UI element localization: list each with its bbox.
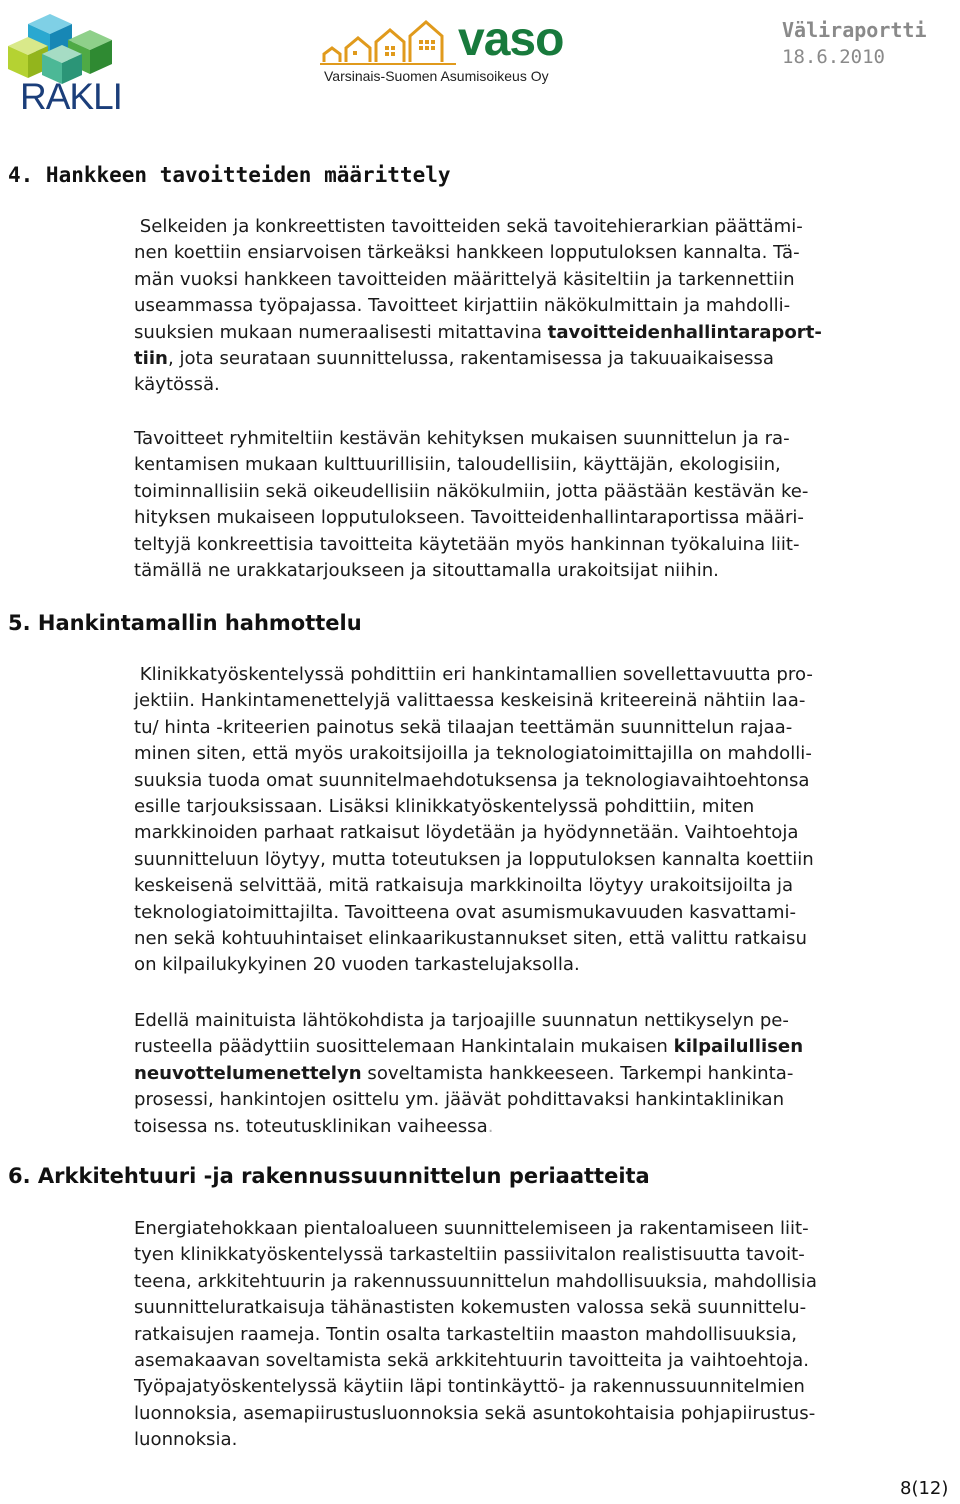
section-heading-4: 4. Hankkeen tavoitteiden määrittely [8, 163, 451, 187]
text-line [134, 900, 814, 926]
text-line [134, 1295, 817, 1321]
text-run: Edellä mainituista lähtökohdista ja tarjoajille suunnatun nettikyselyn pe- [134, 1010, 789, 1031]
rakli-logo [6, 6, 136, 118]
text-line [134, 1322, 817, 1348]
text-run: soveltamista hankkeeseen. Tarkempi hankinta- [361, 1062, 794, 1084]
report-date: 18.6.2010 [782, 46, 885, 68]
text-run: toiminnallisiin sekä oikeudellisiin näkökulmiin, jotta päästään kestävän ke- [134, 480, 809, 502]
text-line [134, 1427, 817, 1453]
text-line [134, 1034, 803, 1060]
paragraph [134, 1008, 803, 1140]
page-header [0, 0, 960, 120]
text-line [134, 820, 814, 846]
text-line [134, 452, 808, 478]
text-line [134, 741, 814, 767]
text-line [134, 293, 822, 319]
text-line [134, 1242, 817, 1268]
text-line [134, 688, 814, 714]
text-run: kentamisen mukaan kulttuurillisiin, taloudellisiin, käyttäjän, ekologisiin, [134, 454, 781, 476]
vaso-logo-text: vaso [458, 13, 564, 66]
text-line [134, 320, 822, 346]
text-line [134, 847, 814, 873]
text-line [134, 1216, 817, 1242]
text-line [134, 1008, 803, 1034]
text-line [134, 426, 808, 452]
text-run: Työpajatyöskentelyssä käytiin läpi tontinkäyttö- ja rakennussuunnitelmien [134, 1376, 805, 1398]
text-line [134, 662, 814, 688]
text-run: minen siten, että myös urakoitsijoilla ja teknologiatoimittajilla on mahdolli- [134, 743, 812, 765]
paragraph [134, 426, 808, 584]
text-run: hityksen mukaiseen lopputulokseen. Tavoitteidenhallintaraportissa määri- [134, 507, 804, 529]
text-run: ratkaisujen raameja. Tontin osalta tarkasteltiin maaston mahdollisuuksia, [134, 1323, 798, 1345]
text-line [134, 952, 814, 978]
bold-text: tavoitteidenhallintaraport- [547, 321, 822, 343]
paragraph [134, 662, 814, 979]
text-run: suunnitteluun löytyy, mutta toteutuksen ja lopputuloksen kannalta koettiin [134, 848, 814, 870]
text-line [134, 558, 808, 584]
text-line [134, 1374, 817, 1400]
paragraph [134, 214, 822, 399]
text-run: tu/ hinta -kriteerien painotus sekä tilaajan teettämän suunnittelun rajaa- [134, 716, 793, 738]
text-run: , jota seurataan suunnittelussa, rakentamisessa ja takuuaikaisessa [167, 348, 774, 370]
text-run: suuksien mukaan numeraalisesti mitattavina [134, 321, 548, 343]
text-run: on kilpailukykyinen 20 vuoden tarkastelujaksolla. [134, 954, 580, 976]
rakli-logo-text: RAKLI [20, 76, 122, 117]
text-run: nen koettiin ensiarvoisen tärkeäksi hankkeen lopputuloksen kannalta. Tä- [134, 242, 800, 264]
text-run: luonnoksia. [134, 1429, 238, 1451]
text-run: . [487, 1115, 494, 1137]
text-run: tämällä ne urakkatarjoukseen ja sitouttamalla urakoitsijat niihin. [134, 560, 719, 582]
rakli-cubes-icon [6, 6, 136, 86]
text-line [134, 1401, 817, 1427]
text-line [134, 926, 814, 952]
text-line [134, 1269, 817, 1295]
text-run: luonnoksia, asemapiirustusluonnoksia sekä asuntokohtaisia pohjapiirustus- [134, 1402, 816, 1424]
text-line [134, 1348, 817, 1374]
text-line [134, 479, 808, 505]
text-run: Klinikkatyöskentelyssä pohdittiin eri hankintamallien sovellettavuutta pro- [134, 664, 813, 685]
text-run: rusteella päädyttiin suosittelemaan Hankintalain mukaisen [134, 1036, 674, 1058]
text-line [134, 214, 822, 240]
report-title: Väliraportti [782, 18, 927, 42]
text-line [134, 1087, 803, 1113]
text-run: jektiin. Hankintamenettelyjä valittaessa keskeisinä kriteereinä nähtiin laa- [134, 690, 806, 712]
bold-text: tiin [134, 348, 168, 370]
vaso-logo-subtitle: Varsinais-Suomen Asumisoikeus Oy [324, 68, 549, 84]
text-line [134, 1061, 803, 1087]
text-run: Selkeiden ja konkreettisten tavoitteiden sekä tavoitehierarkian päättämi- [134, 216, 803, 237]
text-line [134, 346, 822, 372]
text-line [134, 768, 814, 794]
text-run: toisessa ns. toteutusklinikan vaiheessa [134, 1115, 488, 1137]
text-line [134, 240, 822, 266]
text-run: keskeisenä selvittää, mitä ratkaisuja markkinoilta löytyy urakoitsijoilta ja [134, 875, 794, 897]
houses-icon [320, 18, 460, 66]
paragraph [134, 1216, 817, 1454]
text-run: asemakaavan soveltamista sekä arkkitehtuurin tavoitteita ja vaihtoehtoja. [134, 1350, 809, 1372]
text-line [134, 873, 814, 899]
vaso-logo [320, 13, 600, 86]
text-run: Energiatehokkaan pientaloalueen suunnittelemiseen ja rakentamiseen liit- [134, 1218, 809, 1239]
text-run: useammassa työpajassa. Tavoitteet kirjattiin näkökulmittain ja mahdolli- [134, 295, 791, 317]
text-line [134, 794, 814, 820]
text-run: nen sekä kohtuuhintaiset elinkaarikustannukset siten, että valittu ratkaisu [134, 928, 807, 950]
text-line [134, 372, 822, 398]
text-run: prosessi, hankintojen osittelu ym. jäävät pohdittavaksi hankintaklinikan [134, 1089, 785, 1111]
section-heading-6: 6. Arkkitehtuuri -ja rakennussuunnittelun periaatteita [8, 1164, 650, 1188]
text-run: män vuoksi hankkeen tavoitteiden määrittelyä käsiteltiin ja tarkennettiin [134, 268, 795, 290]
page-number: 8(12) [900, 1478, 949, 1499]
text-line [134, 715, 814, 741]
text-line [134, 505, 808, 531]
text-line [134, 1114, 803, 1140]
text-line [134, 532, 808, 558]
text-run: käytössä. [134, 374, 220, 396]
text-run: esille tarjouksissaan. Lisäksi klinikkatyöskentelyssä pohdittiin, miten [134, 796, 755, 818]
text-run: Tavoitteet ryhmiteltiin kestävän kehityksen mukaisen suunnittelun ja ra- [134, 428, 790, 449]
text-run: teknologiatoimittajilta. Tavoitteena ovat asumismukavuuden kasvattami- [134, 901, 797, 923]
text-run: teena, arkkitehtuurin ja rakennussuunnittelun mahdollisuuksia, mahdollisia [134, 1270, 817, 1292]
text-run: tyen klinikkatyöskentelyssä tarkasteltiin passiivitalon realistisuutta tavoit- [134, 1244, 805, 1266]
text-run: suunnitteluratkaisuja tähänastisten kokemusten valossa sekä suunnittelu- [134, 1297, 807, 1319]
bold-text: kilpailullisen [673, 1036, 804, 1058]
section-heading-5: 5. Hankintamallin hahmottelu [8, 611, 362, 635]
text-run: teltyjä konkreettisia tavoitteita käytetään myös hankinnan työkaluina liit- [134, 533, 800, 555]
text-line [134, 267, 822, 293]
bold-text: neuvottelumenettelyn [134, 1062, 362, 1084]
text-run: markkinoiden parhaat ratkaisut löydetään ja hyödynnetään. Vaihtoehtoja [134, 822, 799, 844]
text-run: suuksia tuoda omat suunnitelmaehdotuksensa ja teknologiavaihtoehtonsa [134, 769, 810, 791]
